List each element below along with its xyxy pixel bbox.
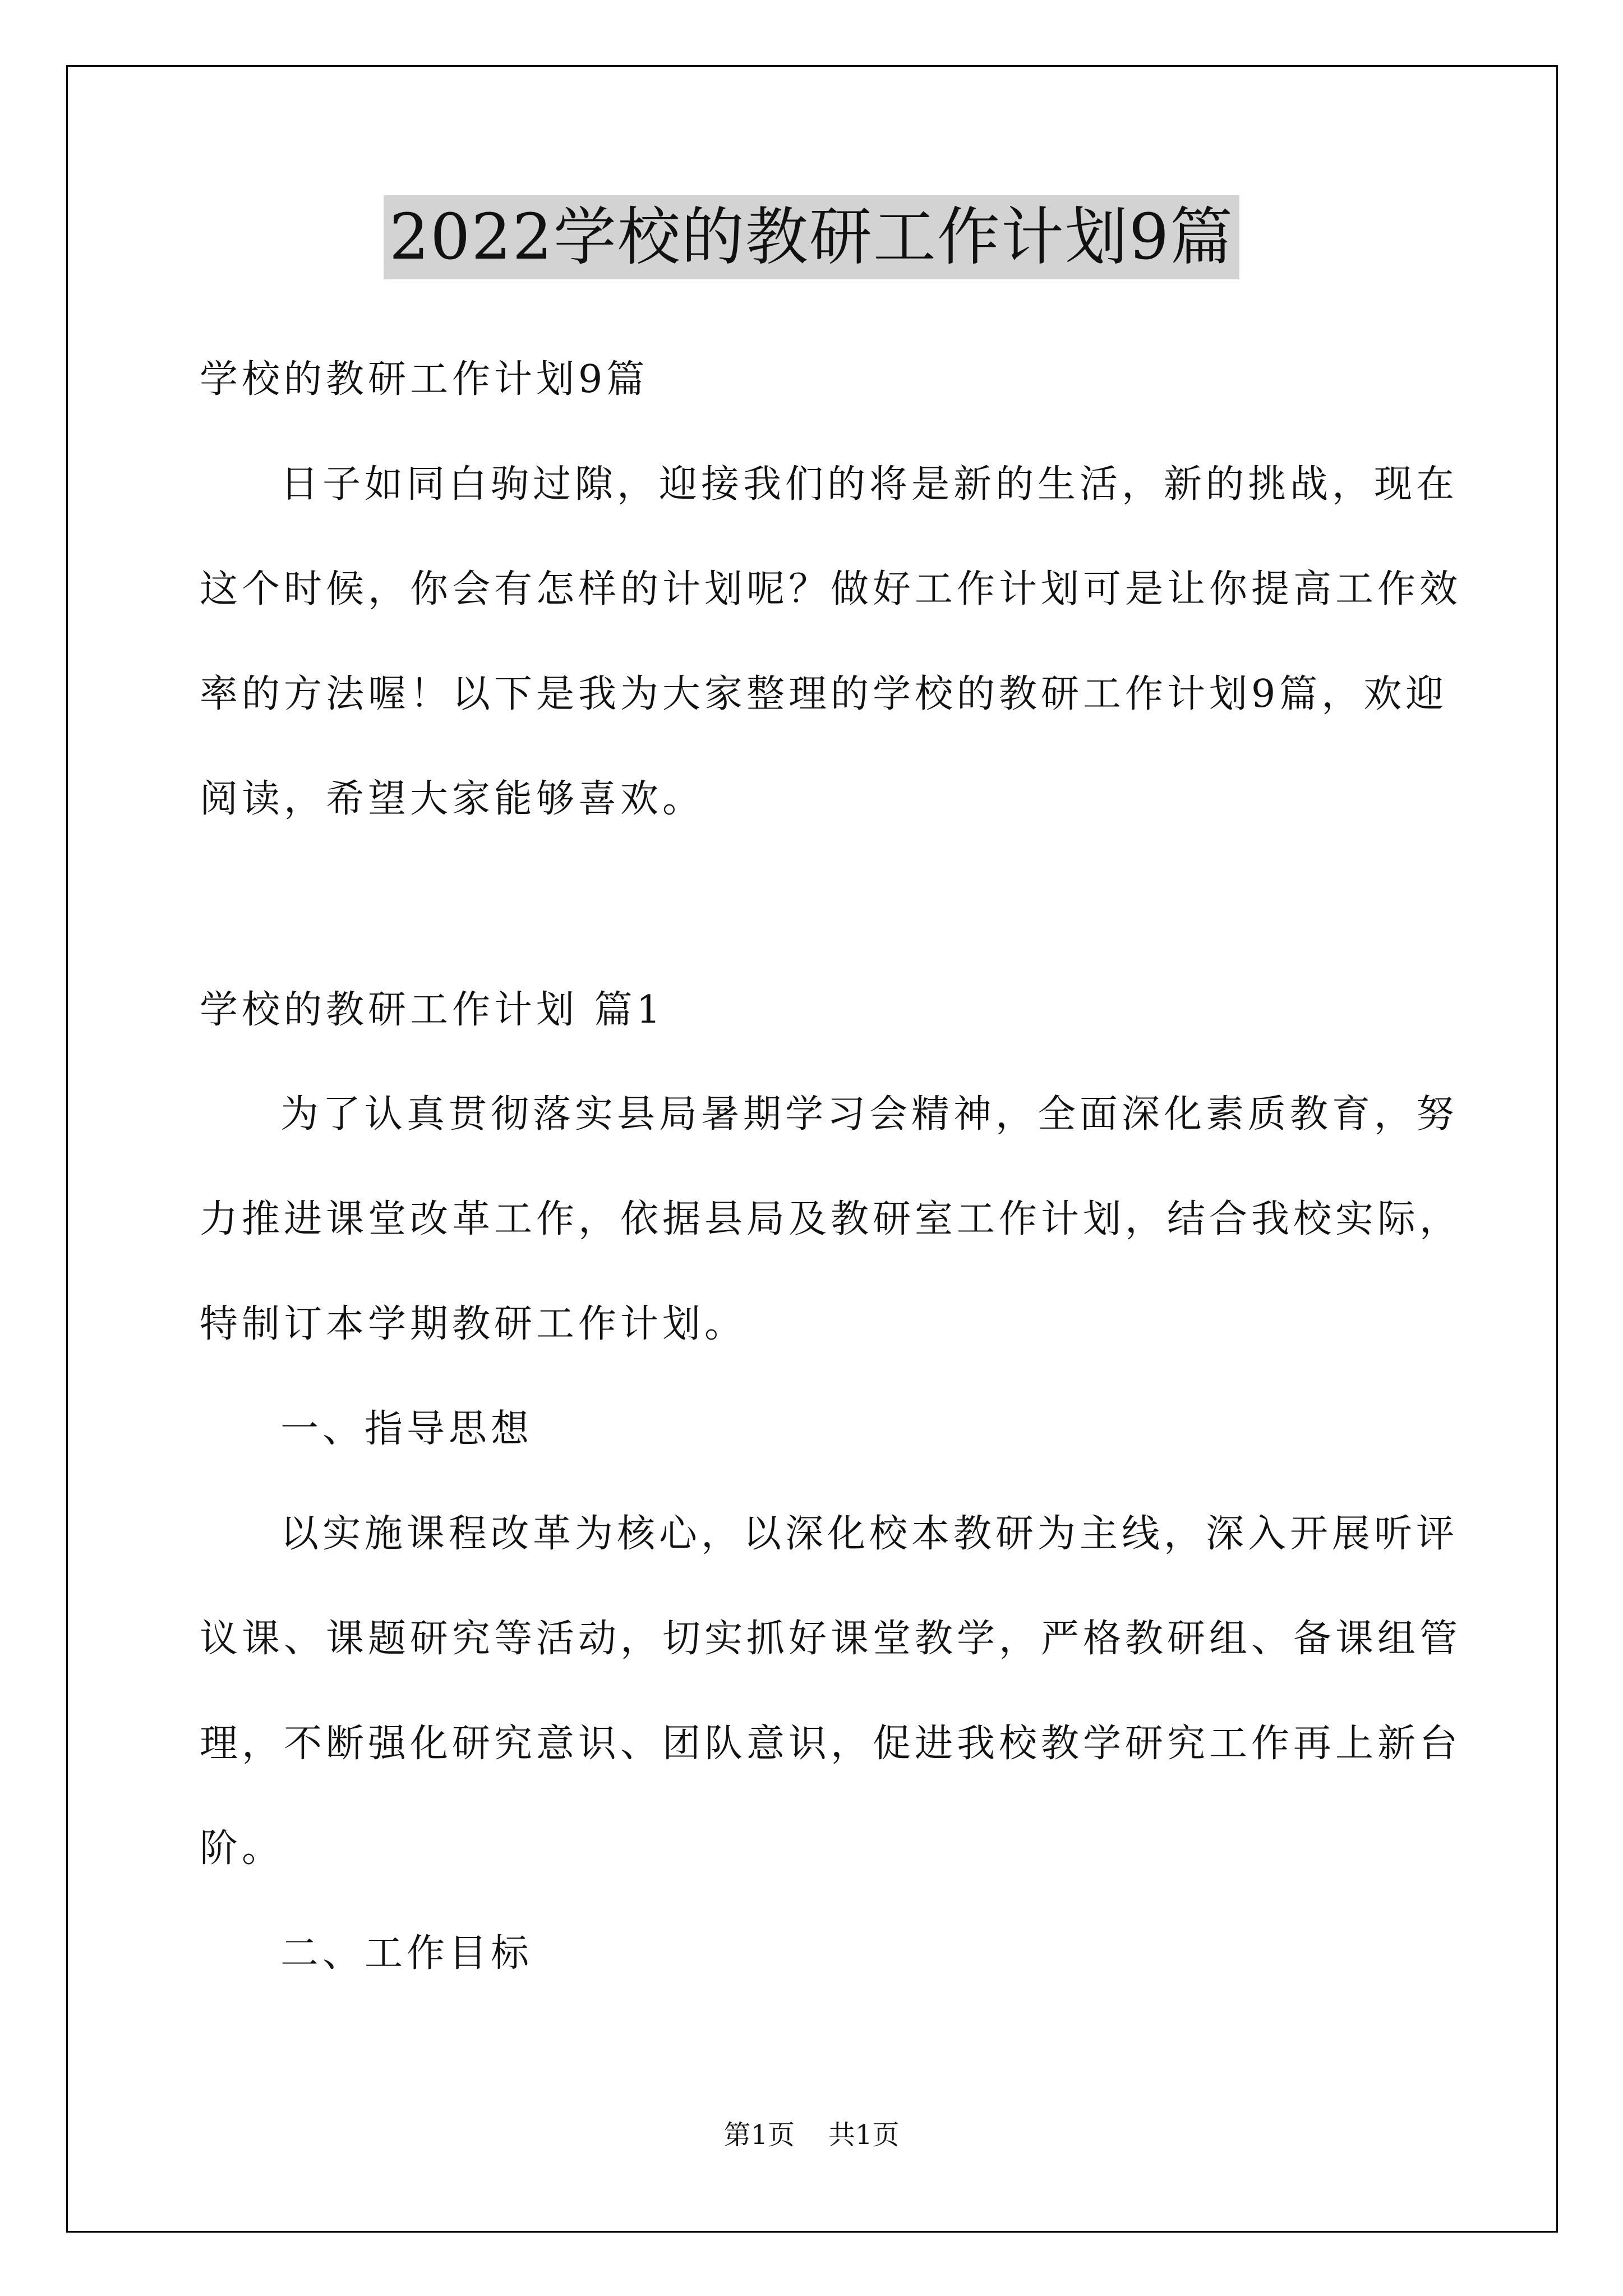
section-heading: 学校的教研工作计划 篇1 bbox=[200, 988, 665, 1032]
title-container bbox=[0, 195, 1623, 279]
para2-line-2: 议课、课题研究等活动，切实抓好课堂教学，严格教研组、备课组管 bbox=[200, 1617, 1462, 1661]
para1-line-2: 力推进课堂改革工作，依据县局及教研室工作计划，结合我校实际， bbox=[200, 1197, 1462, 1241]
intro-line-1: 日子如同白驹过隙，迎接我们的将是新的生活，新的挑战，现在 bbox=[280, 462, 1459, 507]
para2-line-3: 理，不断强化研究意识、团队意识，促进我校教学研究工作再上新台 bbox=[200, 1722, 1462, 1766]
document-title: 2022学校的教研工作计划9篇 bbox=[384, 195, 1239, 279]
page-total: 共1页 bbox=[828, 2119, 900, 2151]
para1-line-3: 特制订本学期教研工作计划。 bbox=[200, 1302, 747, 1346]
page-footer bbox=[0, 2118, 1623, 2152]
heading-guiding-ideology: 一、指导思想 bbox=[280, 1407, 533, 1451]
document-subtitle: 学校的教研工作计划9篇 bbox=[200, 357, 649, 402]
intro-line-3: 率的方法喔！以下是我为大家整理的学校的教研工作计划9篇，欢迎 bbox=[200, 672, 1448, 716]
intro-line-4: 阅读，希望大家能够喜欢。 bbox=[200, 777, 705, 821]
page-number: 第1页 bbox=[723, 2119, 795, 2151]
para2-line-4: 阶。 bbox=[200, 1826, 284, 1871]
intro-line-2: 这个时候，你会有怎样的计划呢？做好工作计划可是让你提高工作效 bbox=[200, 567, 1462, 611]
para2-line-1: 以实施课程改革为核心，以深化校本教研为主线，深入开展听评 bbox=[280, 1512, 1459, 1556]
para1-line-1: 为了认真贯彻落实县局暑期学习会精神，全面深化素质教育，努 bbox=[280, 1092, 1459, 1137]
heading-work-goals: 二、工作目标 bbox=[280, 1931, 533, 1976]
